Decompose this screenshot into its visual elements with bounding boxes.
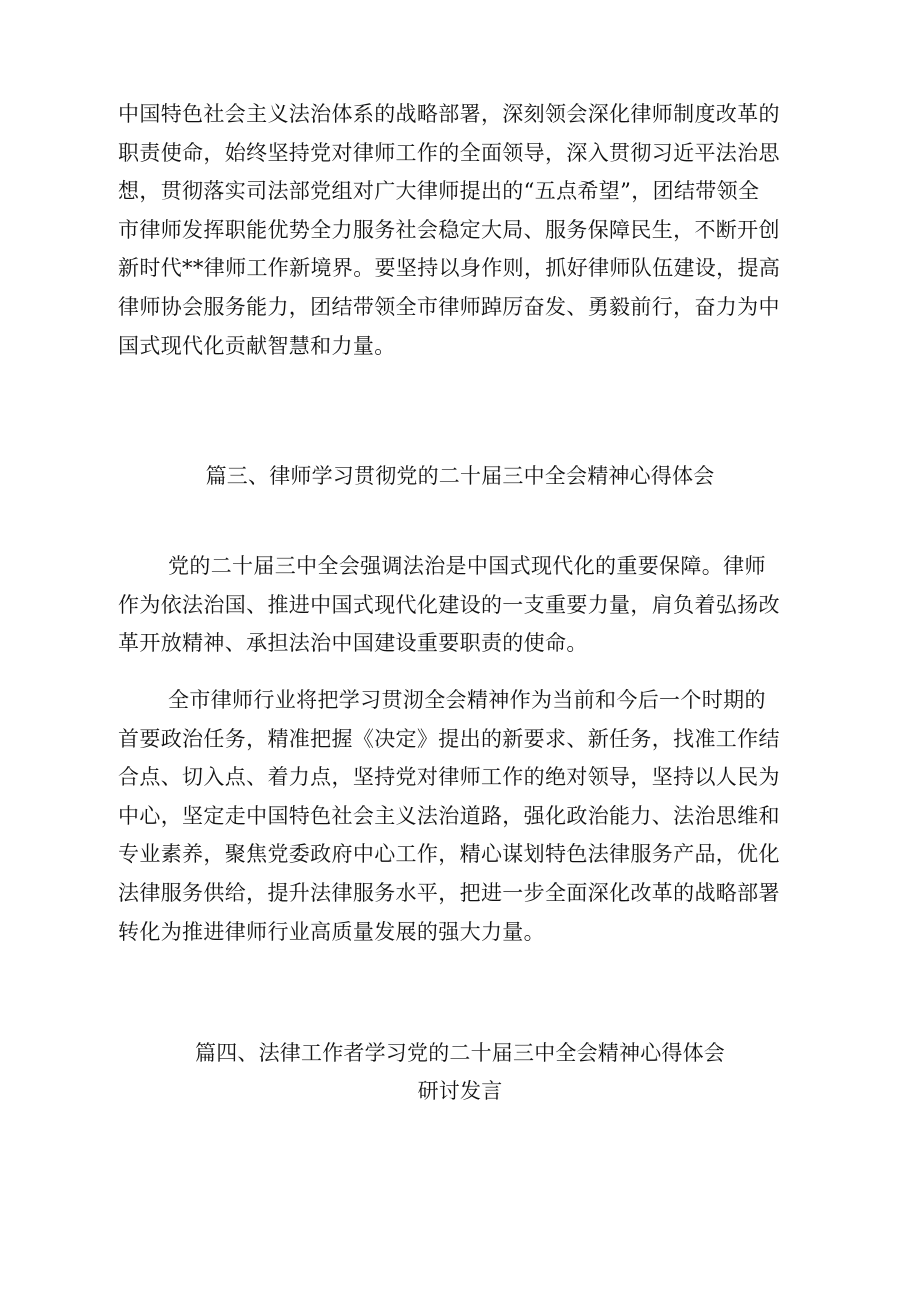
text-line: 法律服务供给，提升法律服务水平，把进一步全面深化改革的战略部署 xyxy=(118,880,780,905)
text-line: 全市律师行业将把学习贯沏全会精神作为当前和今后一个时期的 xyxy=(168,688,766,712)
text-line: 党的二十届三中全会强调法治是中国式现代化的重要保障。律师 xyxy=(168,554,766,578)
body-paragraph xyxy=(118,95,802,365)
text-line: 职责使命，始终坚持党对律师工作的全面领导，深入贯彻习近平法治思 xyxy=(118,140,780,165)
text-line: 革开放精神、承担法治中国建设重要职责的使命。 xyxy=(118,631,588,656)
section-3-title: 篇三、律师学习贯彻党的二十届三中全会精神心得体会 xyxy=(205,464,715,488)
text-line: 市律师发挥职能优势全力服务社会稳定大局、服务保障民生，不断开创 xyxy=(118,217,780,242)
text-line: 合点、切入点、着力点，坚持党对律师工作的绝对领导，坚持以人民为 xyxy=(118,765,780,790)
section-4-title-line-2: 研讨发言 xyxy=(417,1079,503,1103)
text-line: 转化为推进律师行业高质量发展的强大力量。 xyxy=(118,919,545,944)
section-4-title xyxy=(0,1034,920,1110)
text-line: 中心，坚定走中国特色社会主义法治道路，强化政治能力、法治思维和 xyxy=(118,803,780,828)
text-line: 首要政治任务，精准把握《决定》提出的新要求、新任务，找准工作结 xyxy=(118,726,780,751)
text-line: 作为依法治国、推进中国式现代化建设的一支重要力量，肩负着弘扬改 xyxy=(118,592,780,617)
text-line: 想，贯彻落实司法部党组对广大律师提出的“五点希望”，团结带领全 xyxy=(118,179,760,204)
text-line: 国式现代化贡献智慧和力量。 xyxy=(118,333,396,358)
text-line: 律师协会服务能力，团结带领全市律师踔厉奋发、勇毅前行，奋力为中 xyxy=(118,294,780,319)
section-3-paragraph-2 xyxy=(118,681,802,951)
section-3-paragraph-1 xyxy=(118,547,802,663)
text-line: 中国特色社会主义法治体系的战略部署，深刻领会深化律师制度改革的 xyxy=(118,102,780,126)
section-4-title-line-1: 篇四、法律工作者学习党的二十届三中全会精神心得体会 xyxy=(195,1041,725,1065)
text-line: 新时代**律师工作新境界。要坚持以身作则，抓好律师队伍建设，提高 xyxy=(118,256,781,281)
text-line: 专业素养，聚焦党委政府中心工作，精心谋划特色法律服务产品，优化 xyxy=(118,842,780,867)
